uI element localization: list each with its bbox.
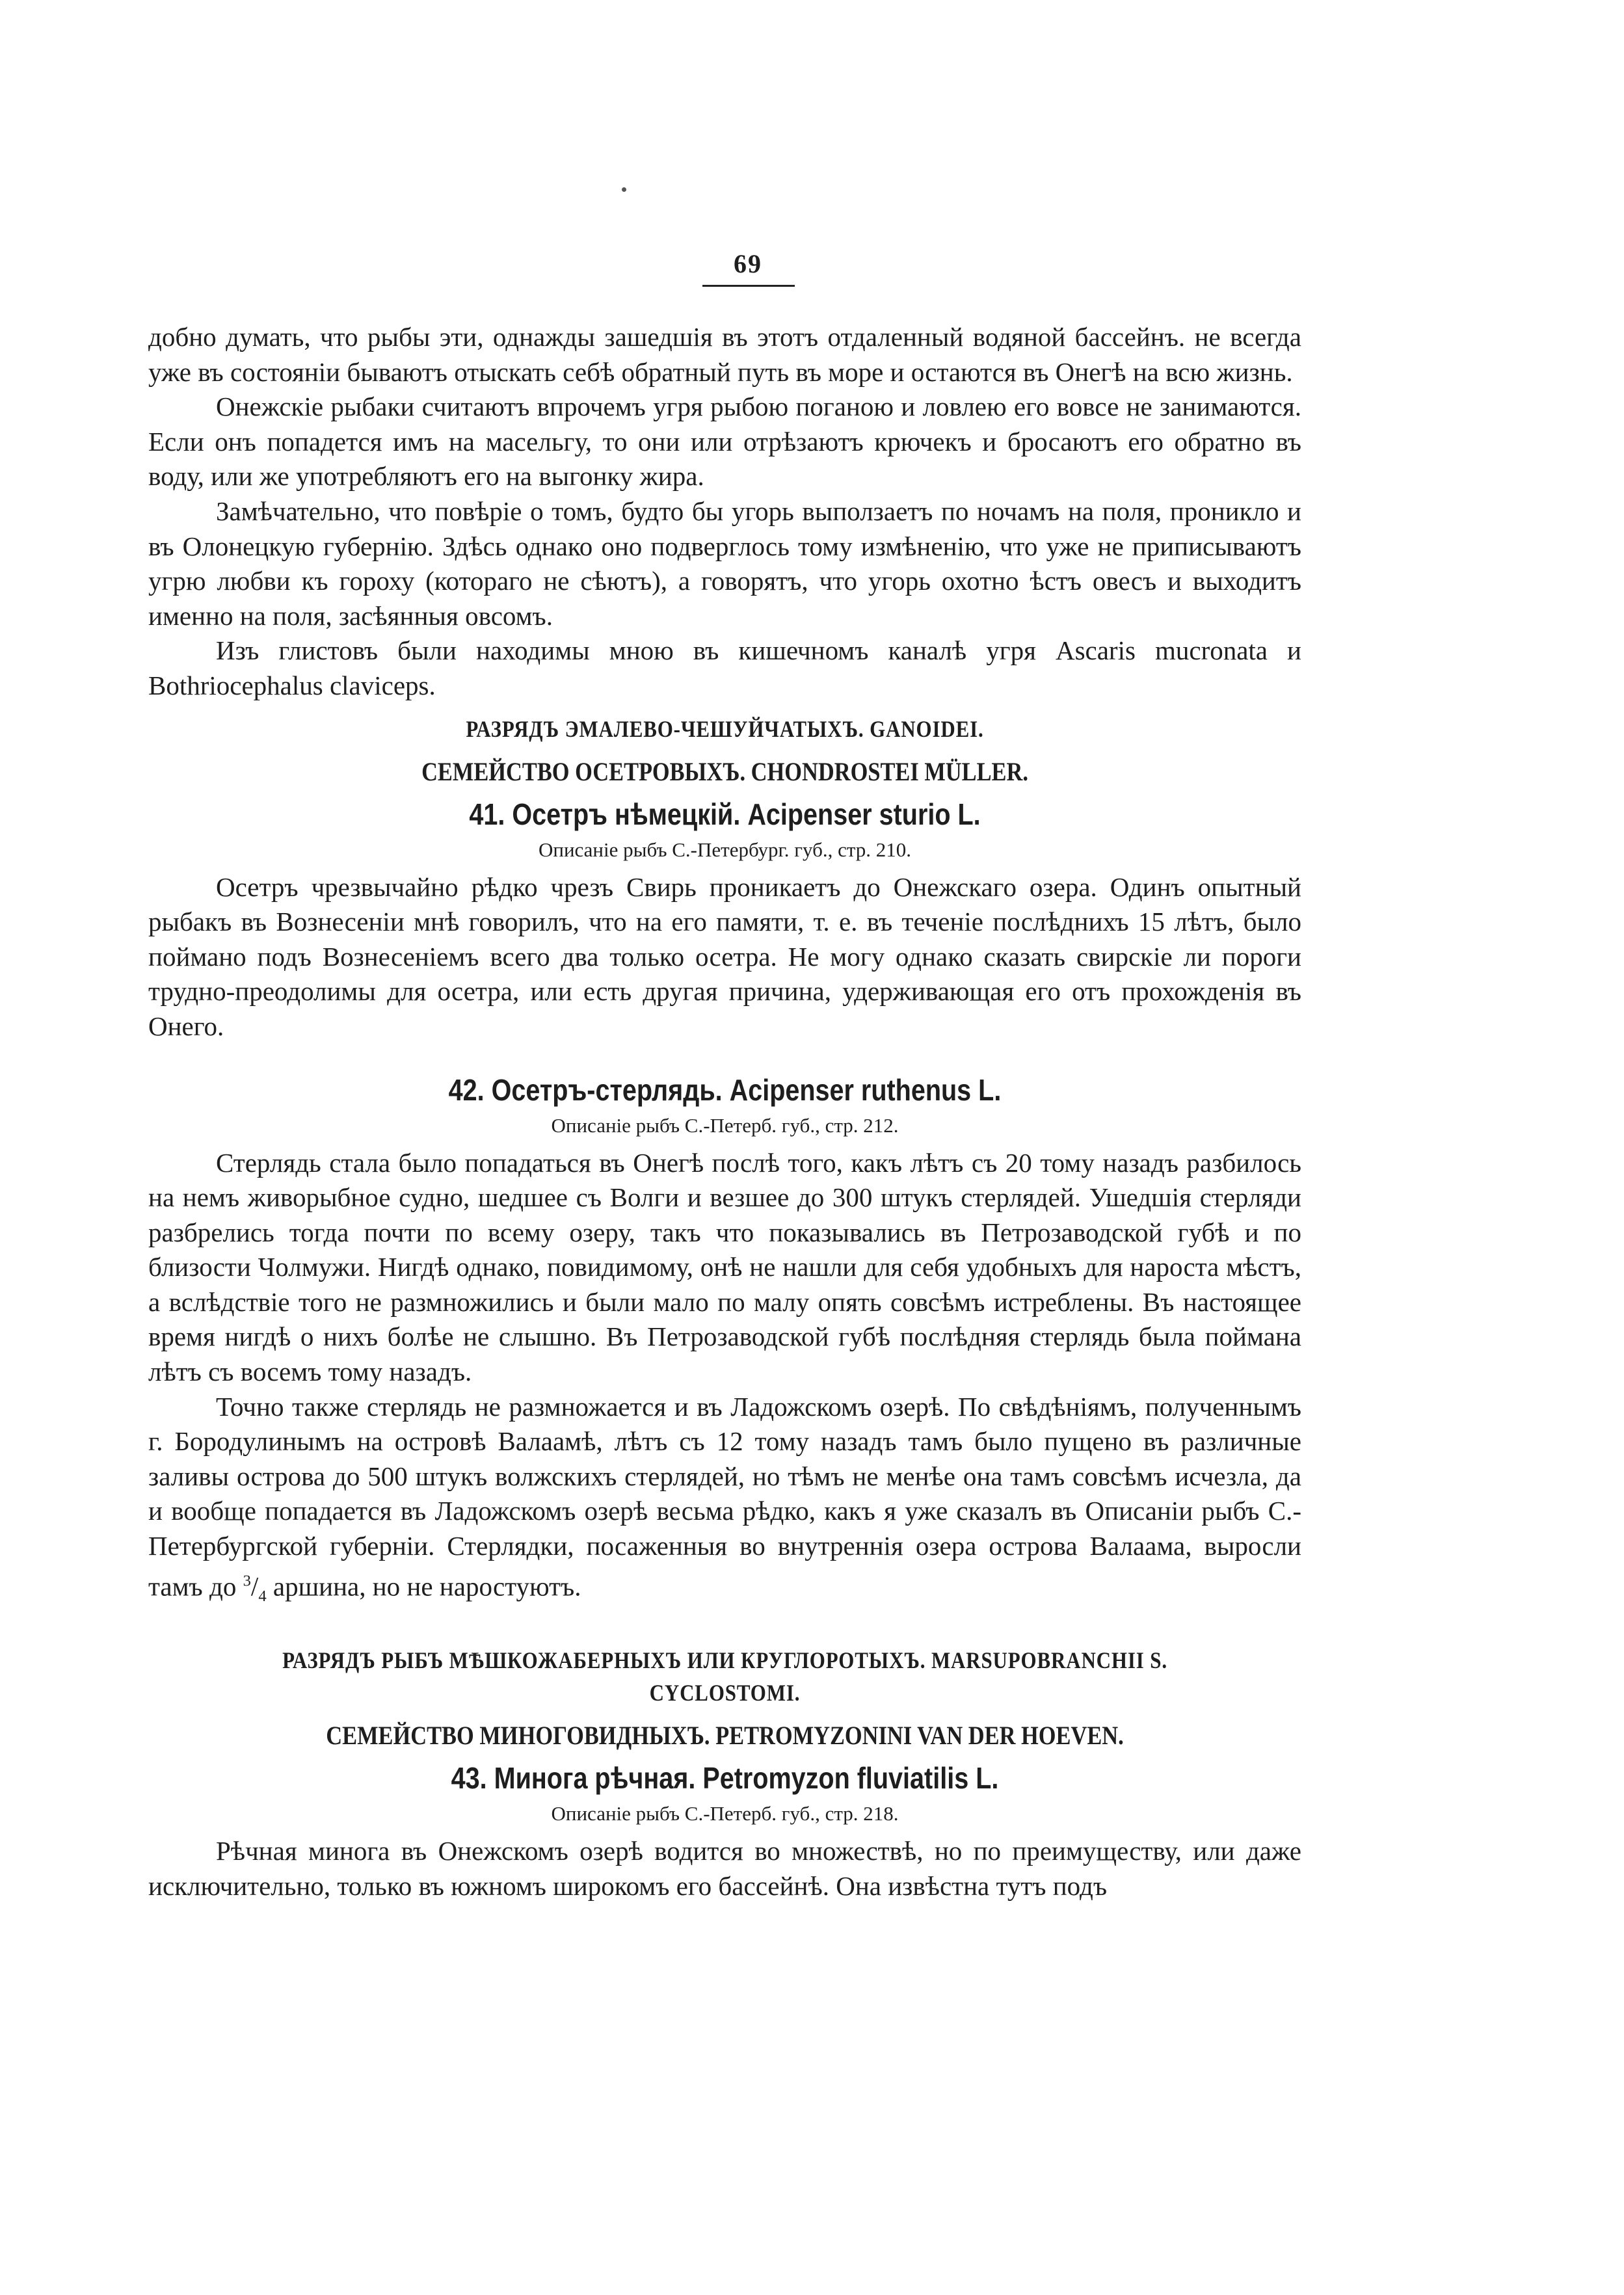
species-reference-42: Описаніе рыбъ С.-Петерб. губ., стр. 212. [551, 1113, 899, 1137]
species-heading-43: 43. Минога рѣчная. Petromyzon fluviatilis L. [451, 1761, 999, 1796]
page-number-rule [702, 285, 795, 287]
paragraph-text-end: аршина, но не наростуютъ. [273, 1571, 581, 1602]
paragraph-text: Точно также стерлядь не размножается и въ Ладожскомъ озерѣ. По свѣдѣніямъ, полученнымъ г. Бородулинымъ на островѣ Валаамѣ, лѣтъ съ 12 тому назадъ тамъ было пущено въ различные заливы острова до 500 штукъ волжскихъ стерлядей, но тѣмъ не менѣе она тамъ совсѣмъ исчезла, да и вообще попадается въ Ладожскомъ озерѣ весьма рѣдко, какъ я уже сказалъ въ Описаніи рыбъ С.-Петербургской губерніи. Стерлядки, посаженныя во внутреннія озера острова Валаама, выросли тамъ до [148, 1391, 1301, 1602]
page-number: 69 [734, 249, 762, 278]
paragraph-continued: добно думать, что рыбы эти, однажды зашедшія въ этотъ отдаленный водяной бассейнъ. не всегда уже въ состояніи бываютъ отыскать себѣ обратный путь въ море и остаются въ Онегѣ на всю жизнь. [148, 322, 1301, 387]
paragraph: Стерлядь стала было попадаться въ Онегѣ послѣ того, какъ лѣтъ съ 20 тому назадъ разбилось на немъ живорыбное судно, шедшее съ Волги и везшее до 300 штукъ стерлядей. Ушедшія стерляди разбрелись тогда почти по всему озеру, такъ что показывались въ Петрозаводской губѣ и по близости Чолмужи. Нигдѣ однако, повидимому, онѣ не нашли для себя удобныхъ для нароста мѣстъ, а вслѣдствіе того не размножились и были мало по малу опять совсѣмъ истреблены. Въ настоящее время нигдѣ о нихъ болѣе не слышно. Въ Петрозаводской губѣ послѣдняя стерлядь была поймана лѣтъ съ восемъ тому назадъ. [148, 1147, 1301, 1387]
family-heading-chondrostei: СЕМЕЙСТВО ОСЕТРОВЫХЪ. CHONDROSTEI MÜLLER. [421, 756, 1028, 786]
fraction-denominator: 4 [258, 1587, 267, 1606]
paragraph: Изъ глистовъ были находимы мною въ кишечномъ каналѣ угря Ascaris mucronata и Bothriocephalus claviceps. [148, 635, 1301, 700]
print-speck [622, 187, 626, 192]
paragraph: Онежскіе рыбаки считаютъ впрочемъ угря рыбою поганою и ловлею его вовсе не занимаются. Если онъ попадется имъ на масельгу, то они или отрѣзаютъ крючекъ и бросаютъ его обратно въ воду, или же употребляютъ его на выгонку жира. [148, 391, 1301, 492]
order-heading-ganoidei: РАЗРЯДЪ ЭМАЛЕВО-ЧЕШУЙЧАТЫХЪ. GANOIDEI. [466, 715, 984, 742]
species-reference-43: Описаніе рыбъ С.-Петерб. губ., стр. 218. [551, 1802, 899, 1825]
fraction-numerator: 3 [243, 1572, 251, 1590]
paragraph: Осетръ чрезвычайно рѣдко чрезъ Свирь проникаетъ до Онежскаго озера. Одинъ опытный рыбакъ въ Вознесеніи мнѣ говорилъ, что на его памяти, т. е. въ теченіе послѣднихъ 15 лѣтъ, было поймано подъ Вознесеніемъ всего два только осетра. Не могу однако сказать свирскіе ли пороги трудно-преодолимы для осетра, или есть другая причина, удерживающая его отъ прохожденія въ Онего. [148, 871, 1301, 1041]
species-reference-41: Описаніе рыбъ С.-Петербург. губ., стр. 210. [538, 838, 912, 861]
paragraph-with-fraction [148, 1390, 1301, 1614]
paragraph: Рѣчная минога въ Онежскомъ озерѣ водится во множествѣ, но по преимуществу, или даже исключительно, только въ южномъ широкомъ его бассейнѣ. Она извѣстна тутъ подъ [148, 1836, 1301, 1901]
order-heading-cyclostomi: РАЗРЯДЪ РЫБЪ МѢШКОЖАБЕРНЫХЪ ИЛИ КРУГЛОРОТЫХЪ. MARSUPOBRANCHII S. CYCLOSTOMI. [282, 1647, 1167, 1706]
species-heading-41: 41. Осетръ нѣмецкій. Acipenser sturio L. [469, 797, 981, 831]
fraction: $^3/_4$ [243, 1571, 267, 1606]
species-heading-42: 42. Осетръ-стерлядь. Acipenser ruthenus L. [448, 1072, 1002, 1107]
family-heading-petromyzonini: СЕМЕЙСТВО МИНОГОВИДНЫХЪ. PETROMYZONINI VAN DER HOEVEN. [326, 1721, 1124, 1751]
page-body [148, 320, 1301, 1904]
paragraph: Замѣчательно, что повѣріе о томъ, будто бы угорь выползаетъ по ночамъ на поля, проникло и въ Олонецкую губернію. Здѣсь однако оно подверглось тому измѣненію, что уже не приписываютъ угрю любви къ гороху (котораго не сѣютъ), а говорятъ, что угорь охотно ѣстъ овесъ и выходитъ именно на поля, засѣянныя овсомъ. [148, 496, 1301, 631]
